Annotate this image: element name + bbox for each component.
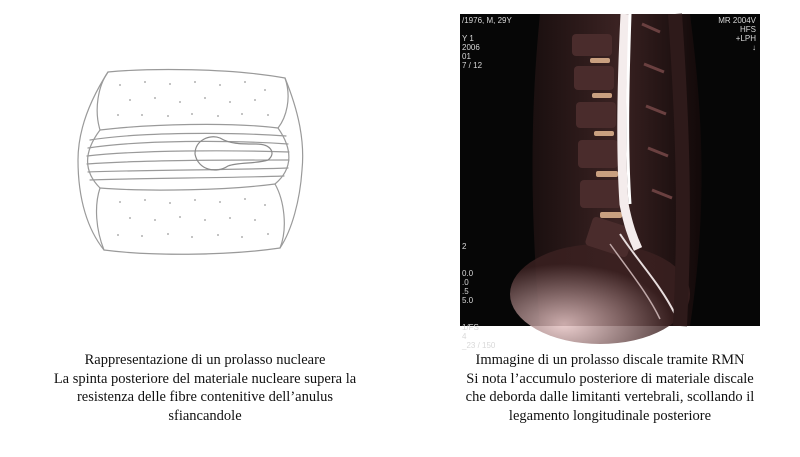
left-caption-line: sfiancandole <box>168 407 242 424</box>
mri-sagittal-image <box>460 14 760 350</box>
left-caption-line: La spinta posteriore del materiale nucleare supera la <box>53 370 357 387</box>
left-caption <box>30 351 380 425</box>
right-caption-line: legamento longitudinale posteriore <box>508 407 712 424</box>
right-caption <box>420 351 800 425</box>
mri-scanner-info: MR 2004V HFS +LPH ↓ <box>718 16 756 52</box>
left-caption-line: resistenza delle fibre contenitive dell’anulus <box>76 389 334 405</box>
right-caption-line: Si nota l’accumulo posteriore di materiale discale <box>466 370 754 387</box>
disc-prolapse-illustration <box>60 60 320 260</box>
intervertebral-disc-drawing <box>60 60 320 260</box>
mri-patient-info: /1976, M, 29Y Y 1 2006 01 7 / 12 <box>462 16 512 70</box>
right-caption-line: che deborda dalle limitanti vertebrali, scollando il <box>465 389 755 405</box>
mri-sequence-info: 2 0.0 .0 .5 5.0 1/FS 4 _23 / 150 <box>462 242 496 350</box>
left-caption-title: Rappresentazione di un prolasso nucleare <box>84 352 326 368</box>
right-caption-title: Immagine di un prolasso discale tramite RMN <box>475 352 745 368</box>
